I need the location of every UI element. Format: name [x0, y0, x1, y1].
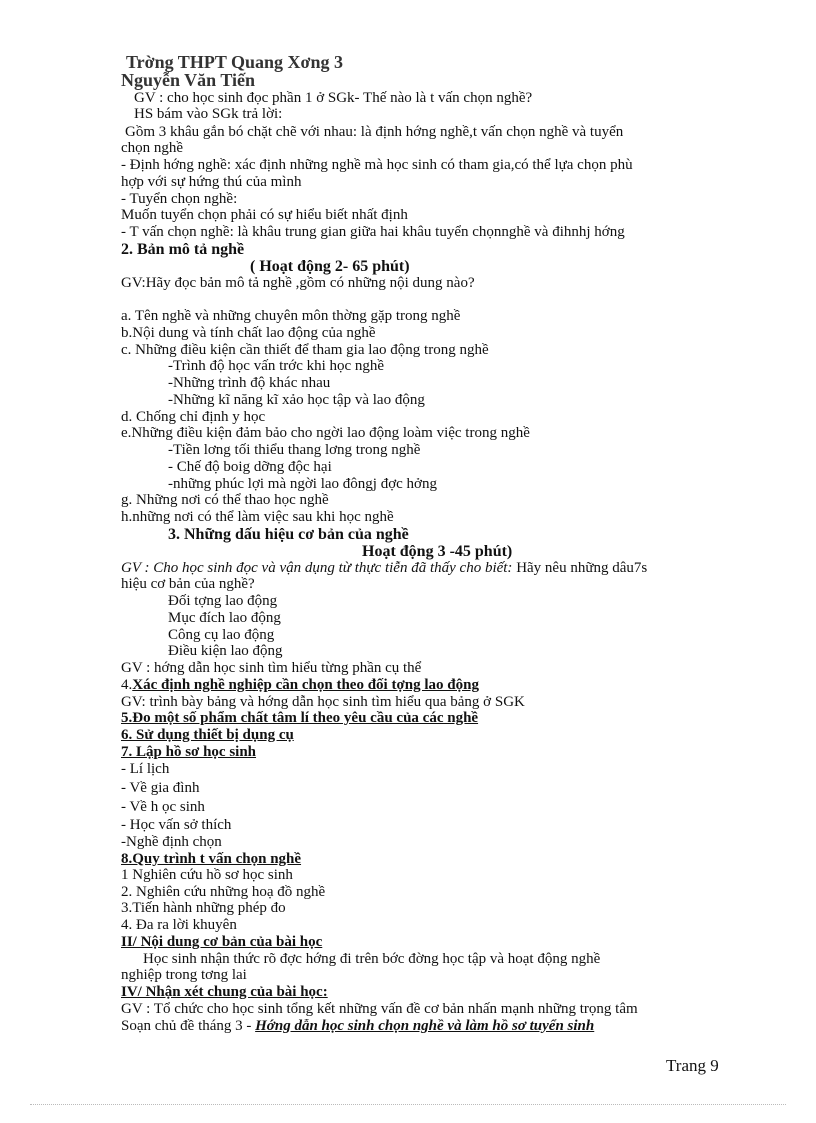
underlined-heading: II/ Nội dung cơ bản của bài học	[121, 934, 323, 950]
text-line: -Tiền lơng tối thiểu thang lơng trong nghề	[168, 442, 421, 458]
text-line: - Lí lịch	[121, 761, 170, 777]
underlined-heading: 7. Lập hồ sơ học sinh	[121, 744, 257, 760]
plan-label: Soạn chủ đề tháng 3 -	[121, 1018, 256, 1034]
underlined-heading: IV/ Nhận xét chung của bài học:	[121, 984, 328, 1000]
question-text: Hãy nêu những dâu7s	[512, 560, 648, 576]
underlined-heading: Xác định nghề nghiệp cần chọn theo đối tợng lao động	[132, 677, 479, 693]
text-line: GV: trình bày bảng và hớng dẫn học sinh tìm hiểu qua bảng ở SGK	[121, 694, 525, 710]
text-line: d. Chống chỉ định y học	[121, 409, 266, 425]
underlined-heading: 8.Quy trình t vấn chọn nghề	[121, 851, 302, 867]
text-line: 4. Đa ra lời khuyên	[121, 917, 237, 933]
text-line: -Nghề định chọn	[121, 834, 222, 850]
text-line	[121, 1018, 594, 1035]
underlined-heading: 5.Đo một số phẩm chất tâm lí theo yêu cầu của các nghề	[121, 710, 479, 726]
text-line: GV : hớng dẫn học sinh tìm hiểu từng phần cụ thể	[121, 660, 422, 676]
text-line	[121, 677, 479, 694]
text-line: - Về gia đình	[121, 780, 200, 796]
text-line: 3.Tiến hành những phép đo	[121, 900, 286, 916]
activity-heading: ( Hoạt động 2- 65 phút)	[250, 258, 410, 275]
text-line: c. Những điều kiện cần thiết để tham gia lao động trong nghề	[121, 342, 489, 358]
text-line: Muốn tuyển chọn phải có sự hiểu biết nhất định	[121, 207, 408, 223]
text-line: GV : Tổ chức cho học sinh tổng kết những vấn đề cơ bản nhấn mạnh những trọng tâm	[121, 1001, 638, 1017]
text-line: GV:Hãy đọc bản mô tả nghề ,gồm có những nội dung nào?	[121, 275, 475, 291]
text-line: hợp với sự hứng thú của mình	[121, 174, 302, 190]
footer-divider	[30, 1104, 786, 1105]
text-line: Đối tợng lao động	[168, 593, 278, 609]
text-line: - Định hớng nghề: xác định những nghề mà học sinh có tham gia,có thể lựa chọn phù	[121, 157, 633, 173]
text-line: -Những trình độ khác nhau	[168, 375, 331, 391]
text-line: -những phúc lợi mà ngời lao đôngj đợc hởng	[168, 476, 437, 492]
text-line: -Những kĩ năng kĩ xảo học tập và lao động	[168, 392, 425, 408]
school-name: Trờng THPT Quang Xơng 3	[126, 52, 343, 72]
instruction-italic: GV : Cho học sinh đọc và vận dụng từ thực tiễn đã thấy cho biết:	[121, 560, 513, 576]
text-line: 2. Nghiên cứu những hoạ đồ nghề	[121, 884, 326, 900]
section-heading: 3. Những dấu hiệu cơ bản của nghề	[168, 526, 409, 543]
text-line: h.những nơi có thể làm việc sau khi học nghề	[121, 509, 394, 525]
text-line: g. Những nơi có thể thao học nghề	[121, 492, 329, 508]
text-line: a. Tên nghề và những chuyên môn thờng gặp trong nghề	[121, 308, 461, 324]
text-line: -Trình độ học vấn trớc khi học nghề	[168, 358, 385, 374]
page-number: Trang 9	[666, 1056, 719, 1075]
text-line: GV : cho học sinh đọc phần 1 ở SGk- Thế nào là t vấn chọn nghề?	[134, 90, 533, 106]
text-line: e.Những điều kiện đảm bảo cho ngời lao động loàm việc trong nghề	[121, 425, 530, 441]
text-line: chọn nghề	[121, 140, 184, 156]
text-line: - Chế độ boig dỡng độc hại	[168, 459, 332, 475]
text-line: Công cụ lao động	[168, 627, 275, 643]
text-line: b.Nội dung và tính chất lao động của nghề	[121, 325, 376, 341]
text-line: HS bám vào SGk trả lời:	[134, 106, 283, 122]
text-line: Học sinh nhận thức rõ đợc hớng đi trên bớc đờng học tập và hoạt động nghề	[143, 951, 601, 967]
text-line: - Học vấn sở thích	[121, 817, 232, 833]
text-line: Mục đích lao động	[168, 610, 281, 626]
section-heading: 2. Bản mô tả nghề	[121, 241, 245, 258]
text-line: nghiệp trong tơng lai	[121, 967, 247, 983]
text-line: - Về h ọc sinh	[121, 799, 205, 815]
text-line	[121, 560, 647, 577]
underlined-heading: 6. Sử dụng thiết bị dụng cụ	[121, 727, 294, 743]
underlined-heading: Hớng dẫn học sinh chọn nghề và làm hồ sơ tuyển sinh	[255, 1018, 595, 1034]
item-number: 4.	[121, 677, 133, 693]
text-line: Gồm 3 khâu gắn bó chặt chẽ với nhau: là định hớng nghề,t vấn chọn nghề và tuyển	[125, 124, 624, 140]
text-line: - T vấn chọn nghề: là khâu trung gian giữa hai khâu tuyển chọnnghề và đihnhj hớng	[121, 224, 625, 240]
text-line: - Tuyển chọn nghề:	[121, 191, 238, 207]
activity-heading: Hoạt động 3 -45 phút)	[362, 543, 513, 560]
text-line: Điều kiện lao động	[168, 643, 283, 659]
text-line: 1 Nghiên cứu hồ sơ học sinh	[121, 867, 293, 883]
text-line: hiệu cơ bản của nghề?	[121, 576, 255, 592]
teacher-name: Nguyễn Văn Tiến	[121, 70, 256, 90]
